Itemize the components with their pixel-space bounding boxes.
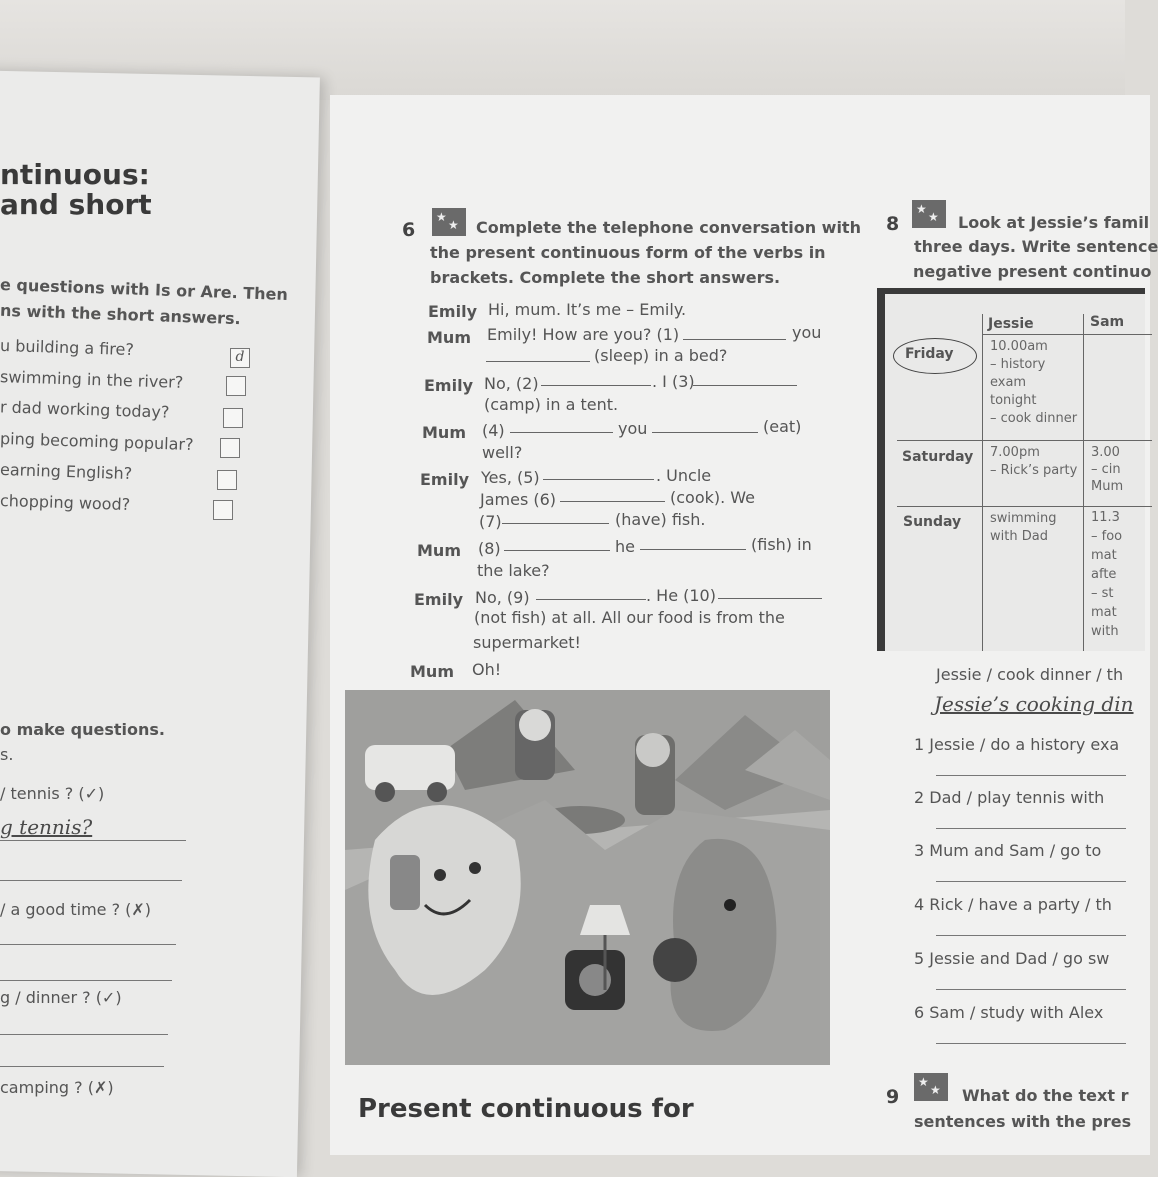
dialogue-line: you <box>618 419 648 438</box>
dialogue-line: Oh! <box>472 660 502 679</box>
dialogue-line: (camp) in a tent. <box>484 395 619 414</box>
exercise-9-instruction-2: sentences with the pres <box>914 1112 1132 1131</box>
answer-blank-1[interactable] <box>683 325 786 340</box>
answer-blank-8[interactable] <box>504 536 610 551</box>
dialogue-line: (7) <box>479 512 502 531</box>
answer-checkbox-3[interactable] <box>223 408 243 428</box>
dialogue-line: James (6) <box>480 490 557 509</box>
camping-illustration <box>345 690 830 1065</box>
speaker-label: Emily <box>414 590 463 609</box>
answer-blank-8b[interactable] <box>640 535 746 550</box>
left-instruction-1: e questions with Is or Are. Then <box>0 274 289 305</box>
schedule-entry: – history <box>990 357 1046 372</box>
left-item-1: / tennis ? (✓) <box>0 784 105 803</box>
schedule-entry: 11.3 <box>1091 510 1120 525</box>
exercise-8-instruction-1: Look at Jessie’s famil <box>958 213 1150 232</box>
table-header-sam: Sam <box>1090 314 1125 330</box>
dialogue-line: (sleep) in a bed? <box>594 346 728 365</box>
exercise-8-item: 4 Rick / have a party / th <box>914 895 1112 914</box>
exercise-6-instruction-3: brackets. Complete the short answers. <box>430 268 781 287</box>
exercise-8-item: 1 Jessie / do a history exa <box>914 735 1120 754</box>
exercise-9-number: 9 <box>886 1086 900 1108</box>
dialogue-line: (eat) <box>763 417 802 436</box>
dialogue-line: . Uncle <box>656 466 712 485</box>
exercise-8-number: 8 <box>886 213 900 235</box>
jessie-sunday <box>990 510 1056 546</box>
exercise-8-item: 3 Mum and Sam / go to <box>914 841 1102 860</box>
answer-blank-2[interactable] <box>541 371 651 386</box>
dialogue-line: No, (2) <box>484 374 539 393</box>
left-instruction-2: ns with the short answers. <box>0 300 241 329</box>
left-question-1: u building a fire? <box>0 335 135 360</box>
day-label-sunday: Sunday <box>903 514 962 530</box>
answer-blank-7[interactable] <box>502 509 609 524</box>
speaker-label: Mum <box>422 423 466 442</box>
answer-line[interactable] <box>936 881 1126 882</box>
answer-checkbox-1[interactable]: d <box>230 348 250 368</box>
schedule-entry: Mum <box>1091 479 1124 494</box>
exercise-6-instruction-2: the present continuous form of the verbs in <box>430 243 826 262</box>
left-instruction-3: o make questions. <box>0 720 165 739</box>
star-icon: ★ ★ <box>914 1073 948 1101</box>
schedule-entry: mat <box>1091 605 1117 620</box>
left-instruction-3b: s. <box>0 745 14 764</box>
dialogue-line: (8) <box>478 539 501 558</box>
exercise-6-instruction-1: Complete the telephone conversation with <box>476 218 861 237</box>
schedule-table <box>877 288 1145 651</box>
exercise-8-instruction-2: three days. Write sentence <box>914 237 1158 256</box>
jessie-friday <box>990 338 1085 428</box>
answer-line[interactable] <box>0 980 172 981</box>
exercise-8-example-prompt: Jessie / cook dinner / th <box>936 665 1124 684</box>
section-title: Present continuous for <box>358 1094 694 1124</box>
schedule-entry: with <box>1091 624 1119 639</box>
dialogue-line: . I (3) <box>652 372 695 391</box>
answer-line[interactable] <box>0 840 186 841</box>
answer-line[interactable] <box>936 989 1126 990</box>
answer-line[interactable] <box>0 1066 164 1067</box>
left-item-3: g / dinner ? (✓) <box>0 988 122 1007</box>
schedule-entry: – Rick’s party <box>990 463 1078 478</box>
answer-line[interactable] <box>0 944 176 945</box>
answer-blank-4[interactable] <box>510 418 613 433</box>
dialogue-line: (4) <box>482 421 505 440</box>
left-question-3: r dad working today? <box>0 397 170 422</box>
schedule-entry: – cook dinner <box>990 411 1078 426</box>
dialogue-line: he <box>615 537 635 556</box>
dialogue-line: Yes, (5) <box>481 468 540 487</box>
schedule-entry: exam <box>990 375 1027 390</box>
schedule-entry: mat <box>1091 548 1117 563</box>
dialogue-line: (have) fish. <box>615 510 706 529</box>
exercise-6-number: 6 <box>402 219 416 241</box>
day-label-friday: Friday <box>905 346 954 362</box>
jessie-saturday <box>990 444 1077 480</box>
schedule-entry: 7.00pm <box>990 445 1040 460</box>
exercise-8-example-answer: Jessie’s cooking din <box>934 692 1134 716</box>
dialogue-line: (not fish) at all. All our food is from the <box>474 608 785 627</box>
speaker-label: Mum <box>410 662 454 681</box>
star-icon: ★ ★ <box>912 200 946 228</box>
left-question-5: earning English? <box>0 459 133 484</box>
left-heading-line1: ntinuous: <box>0 158 150 191</box>
answer-blank-6[interactable] <box>560 487 665 502</box>
dialogue-line: (fish) in <box>751 535 812 554</box>
schedule-entry: 10.00am <box>990 339 1048 354</box>
schedule-entry: – st <box>1091 586 1114 601</box>
schedule-entry: – foo <box>1091 529 1123 544</box>
dialogue-line: (cook). We <box>670 488 756 507</box>
dialogue-line: . He (10) <box>646 586 716 605</box>
sam-sunday <box>1091 508 1122 641</box>
answer-line[interactable] <box>936 935 1126 936</box>
exercise-8-item: 5 Jessie and Dad / go sw <box>914 949 1110 968</box>
dialogue-line: No, (9) <box>475 588 530 607</box>
dialogue-line: the lake? <box>477 561 550 580</box>
exercise-8-item: 6 Sam / study with Alex <box>914 1003 1104 1022</box>
answer-checkbox-5[interactable] <box>217 470 237 490</box>
dialogue-line: you <box>792 323 822 342</box>
exercise-8-instruction-3: negative present continuo <box>913 262 1152 281</box>
answer-line[interactable] <box>936 1043 1126 1044</box>
left-question-6: chopping wood? <box>0 490 131 515</box>
answer-blank-3[interactable] <box>693 371 797 386</box>
answer-blank-5[interactable] <box>543 465 654 480</box>
exercise-9-instruction: What do the text r <box>962 1086 1129 1105</box>
left-question-4: ping becoming popular? <box>0 428 194 455</box>
answer-blank-10[interactable] <box>718 584 822 599</box>
dialogue-line: Emily! How are you? (1) <box>487 325 680 344</box>
left-page <box>0 70 320 1177</box>
answer-line[interactable] <box>936 775 1126 776</box>
table-header-jessie: Jessie <box>988 316 1034 332</box>
dialogue-line: Hi, mum. It’s me – Emily. <box>488 300 687 319</box>
exercise-8-item: 2 Dad / play tennis with <box>914 788 1105 807</box>
speaker-label: Mum <box>417 541 461 560</box>
answer-checkbox-6[interactable] <box>213 500 233 520</box>
answer-blank-9[interactable] <box>536 585 646 600</box>
answer-line[interactable] <box>0 1034 168 1035</box>
schedule-entry: 3.00 <box>1091 445 1120 460</box>
schedule-entry: swimming <box>990 511 1057 526</box>
answer-checkbox-2[interactable] <box>226 376 246 396</box>
speaker-label: Emily <box>420 470 469 489</box>
answer-line[interactable] <box>936 828 1126 829</box>
left-item-4: camping ? (✗) <box>0 1078 114 1097</box>
answer-line[interactable] <box>0 880 182 881</box>
schedule-entry: tonight <box>990 393 1037 408</box>
speaker-label: Emily <box>428 302 477 321</box>
sam-saturday <box>1091 444 1123 495</box>
star-icon: ★ ★ <box>432 208 466 236</box>
dialogue-line: well? <box>482 443 523 462</box>
day-label-saturday: Saturday <box>902 449 974 465</box>
answer-checkbox-4[interactable] <box>220 438 240 458</box>
schedule-entry: – cin <box>1091 462 1121 477</box>
left-example-answer: g tennis? <box>0 815 93 839</box>
speaker-label: Emily <box>424 376 473 395</box>
left-heading-line2: and short <box>0 188 152 221</box>
answer-blank-4b[interactable] <box>652 418 758 433</box>
left-question-2: swimming in the river? <box>0 367 184 392</box>
schedule-entry: afte <box>1091 567 1117 582</box>
speaker-label: Mum <box>427 328 471 347</box>
left-item-2: / a good time ? (✗) <box>0 900 152 919</box>
schedule-entry: with Dad <box>990 529 1048 544</box>
dialogue-line: supermarket! <box>473 633 581 652</box>
answer-blank-1b[interactable] <box>486 347 590 362</box>
